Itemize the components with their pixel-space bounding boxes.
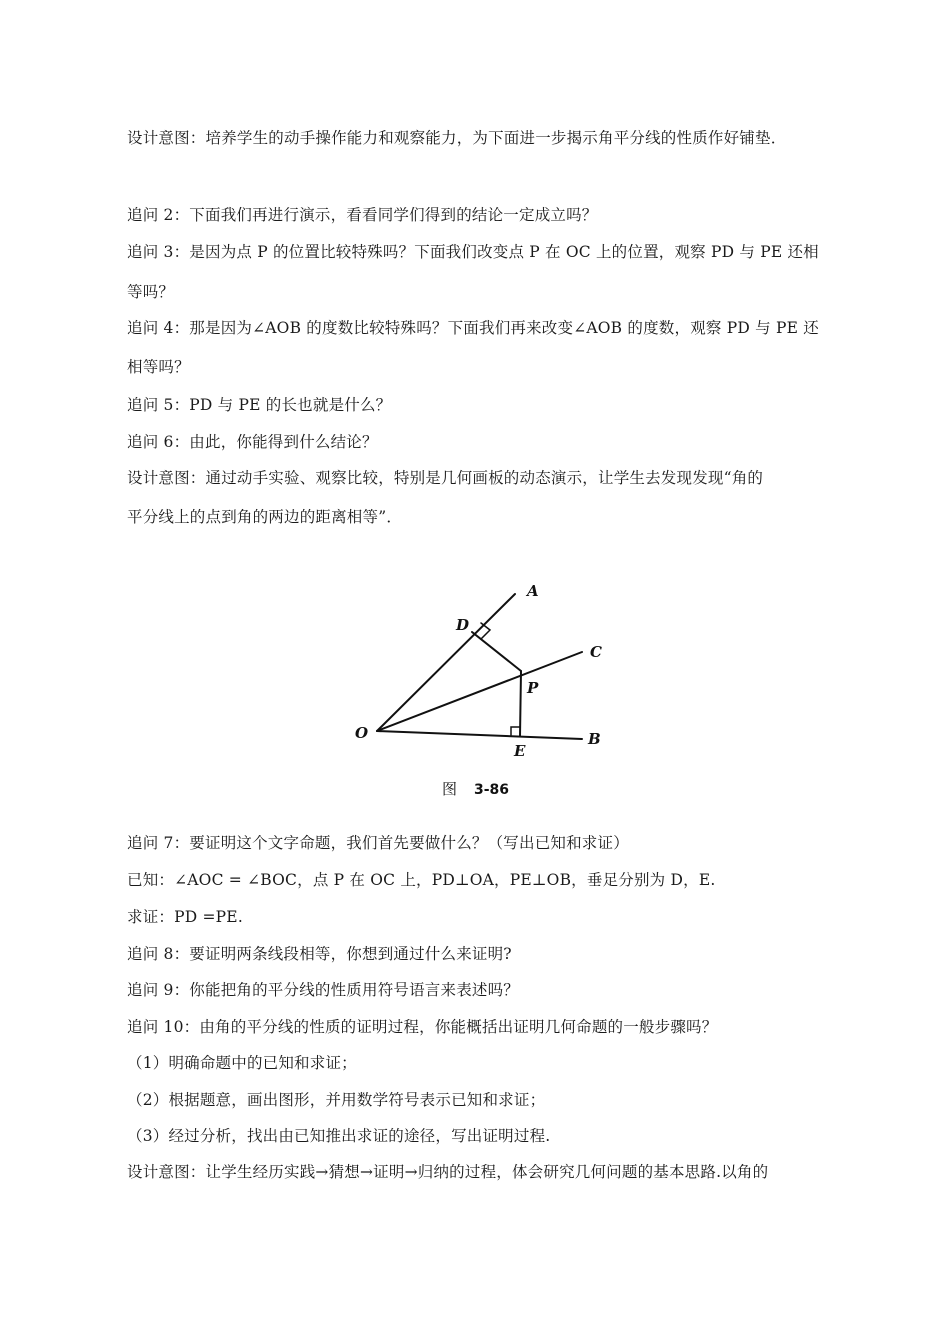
line-4: 等吗？ — [127, 283, 175, 301]
figure-caption-number: 3-86 — [474, 782, 510, 798]
label-O: O — [355, 724, 369, 742]
line-19: （3）经过分析，找出由已知推出求证的途径，写出证明过程. — [127, 1127, 551, 1145]
label-E: E — [514, 742, 526, 760]
line-8: 追问 6：由此，你能得到什么结论？ — [127, 433, 378, 451]
line-17: （1）明确命题中的已知和求证； — [127, 1054, 357, 1072]
line-13: 求证：PD =PE. — [127, 908, 243, 926]
label-P: P — [527, 679, 539, 697]
line-9: 设计意图：通过动手实验、观察比较，特别是几何画板的动态演示，让学生去发现发现“角的 — [127, 469, 764, 487]
line-14: 追问 8：要证明两条线段相等，你想到通过什么来证明? — [127, 945, 512, 963]
line-3: 追问 3：是因为点 P 的位置比较特殊吗？下面我们改变点 P 在 OC 上的位置，观察 PD 与 PE 还相 — [127, 243, 819, 261]
line-1: 设计意图：培养学生的动手操作能力和观察能力，为下面进一步揭示角平分线的性质作好铺垫． — [127, 129, 787, 147]
ray-OC — [377, 652, 582, 731]
label-C: C — [590, 643, 602, 661]
line-6: 相等吗？ — [127, 358, 190, 376]
label-B: B — [588, 730, 601, 748]
label-A: A — [527, 582, 539, 600]
line-7: 追问 5：PD 与 PE 的长也就是什么？ — [127, 396, 392, 414]
line-15: 追问 9：你能把角的平分线的性质用符号语言来表述吗？ — [127, 981, 519, 999]
line-16: 追问 10：由角的平分线的性质的证明过程，你能概括出证明几何命题的一般步骤吗？ — [127, 1018, 718, 1036]
ray-OA — [377, 594, 515, 731]
segment-PD — [472, 632, 521, 671]
right-angle-mark-E — [511, 727, 520, 735]
line-10: 平分线上的点到角的两边的距离相等”． — [127, 508, 403, 526]
line-12: 已知：∠AOC = ∠BOC，点 P 在 OC 上，PD⊥OA，PE⊥OB，垂足分别为 D，E. — [127, 871, 716, 889]
ray-OB — [377, 731, 582, 739]
line-18: （2）根据题意，画出图形，并用数学符号表示已知和求证； — [127, 1091, 546, 1109]
label-D: D — [456, 616, 470, 634]
angle-bisector-figure — [340, 572, 620, 812]
line-5: 追问 4：那是因为∠AOB 的度数比较特殊吗？下面我们再来改变∠AOB 的度数，观察 PD 与 PE 还 — [127, 319, 819, 337]
line-11: 追问 7：要证明这个文字命题，我们首先要做什么？（写出已知和求证） — [127, 834, 629, 852]
segment-PE — [520, 671, 521, 736]
figure-svg — [340, 572, 620, 812]
figure-caption-prefix: 图 — [442, 780, 458, 798]
line-2: 追问 2：下面我们再进行演示，看看同学们得到的结论一定成立吗？ — [127, 206, 598, 224]
line-20: 设计意图：让学生经历实践→猜想→证明→归纳的过程，体会研究几何问题的基本思路.以角的 — [127, 1163, 769, 1181]
